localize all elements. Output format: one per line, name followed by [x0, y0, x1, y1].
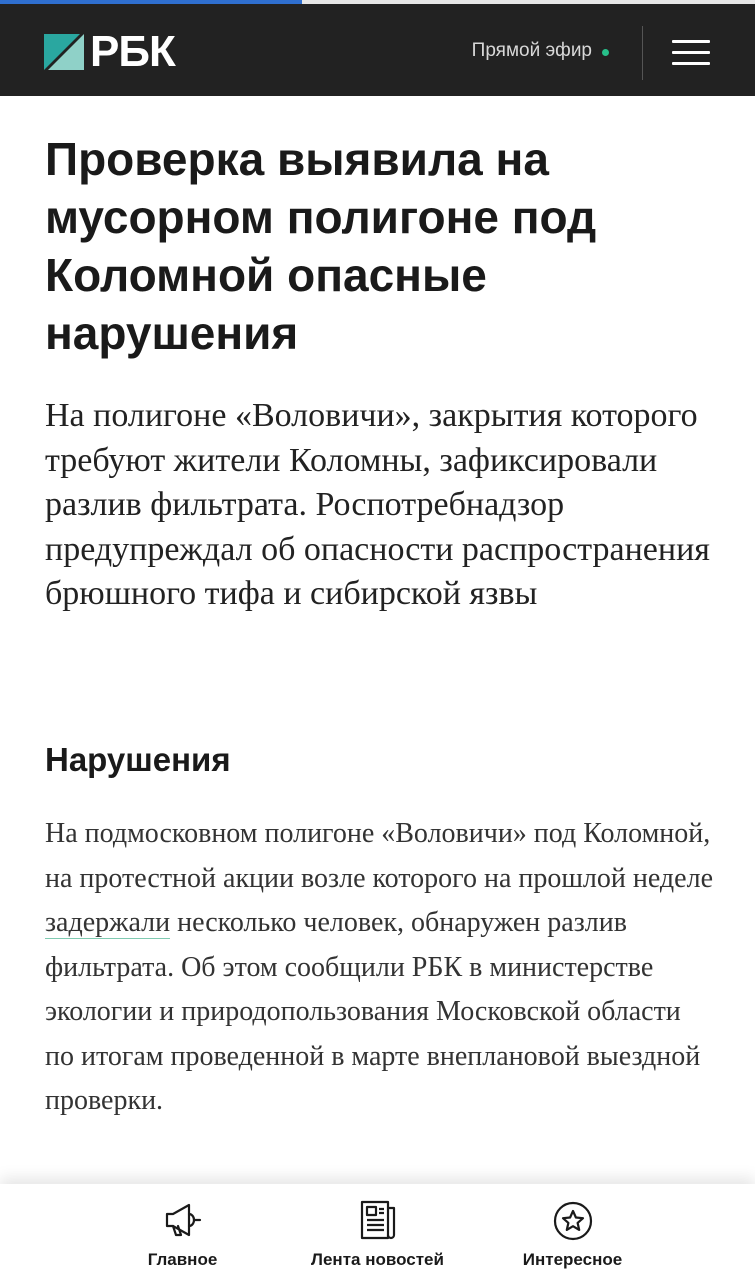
content-fade [0, 1130, 755, 1186]
nav-label-news-feed: Лента новостей [311, 1250, 444, 1269]
nav-item-news-feed[interactable] [295, 1184, 460, 1280]
live-stream-link[interactable] [472, 40, 609, 62]
nav-label-interesting: Интересное [522, 1250, 623, 1269]
live-stream-label: Прямой эфир [471, 40, 592, 61]
star-icon [549, 1196, 597, 1244]
paragraph-text-start: На подмосковном полигоне «Воловичи» под Коломной, на протестной акции возле которого на прошлой неделе [45, 818, 713, 894]
nav-item-interesting[interactable] [505, 1184, 640, 1280]
nav-item-main[interactable] [125, 1184, 240, 1280]
header-divider [642, 26, 643, 80]
hamburger-icon[interactable] [672, 38, 712, 68]
section-heading: Нарушения [45, 741, 231, 778]
paragraph-text-end: несколько человек, обнаружен разлив фильтрата. Об этом сообщили РБК в министерстве экологии и природопользования Московской области по итогам проведенной в марте внеплановой выездной проверки. [45, 907, 701, 1116]
article-subtitle: На полигоне «Воловичи», закрытия которого требуют жители Коломны, зафиксировали разлив фильтрата. Роспотребнадзор предупреждал об опасности распространения брюшного тифа и сибирской язвы [45, 397, 710, 612]
live-indicator-dot [602, 49, 609, 56]
top-header [0, 4, 755, 96]
nav-label-main: Главное [147, 1250, 218, 1269]
logo-mark-icon [44, 34, 84, 70]
detained-link[interactable]: задержали [45, 907, 171, 938]
article-paragraph [45, 812, 715, 1124]
logo-text: РБК [90, 27, 175, 76]
rbc-logo[interactable] [44, 27, 175, 76]
megaphone-icon [159, 1196, 207, 1244]
newspaper-icon [354, 1196, 402, 1244]
bottom-navigation [0, 1184, 755, 1280]
article-title: Проверка выявила на мусорном полигоне под Коломной опасные нарушения [45, 133, 597, 359]
